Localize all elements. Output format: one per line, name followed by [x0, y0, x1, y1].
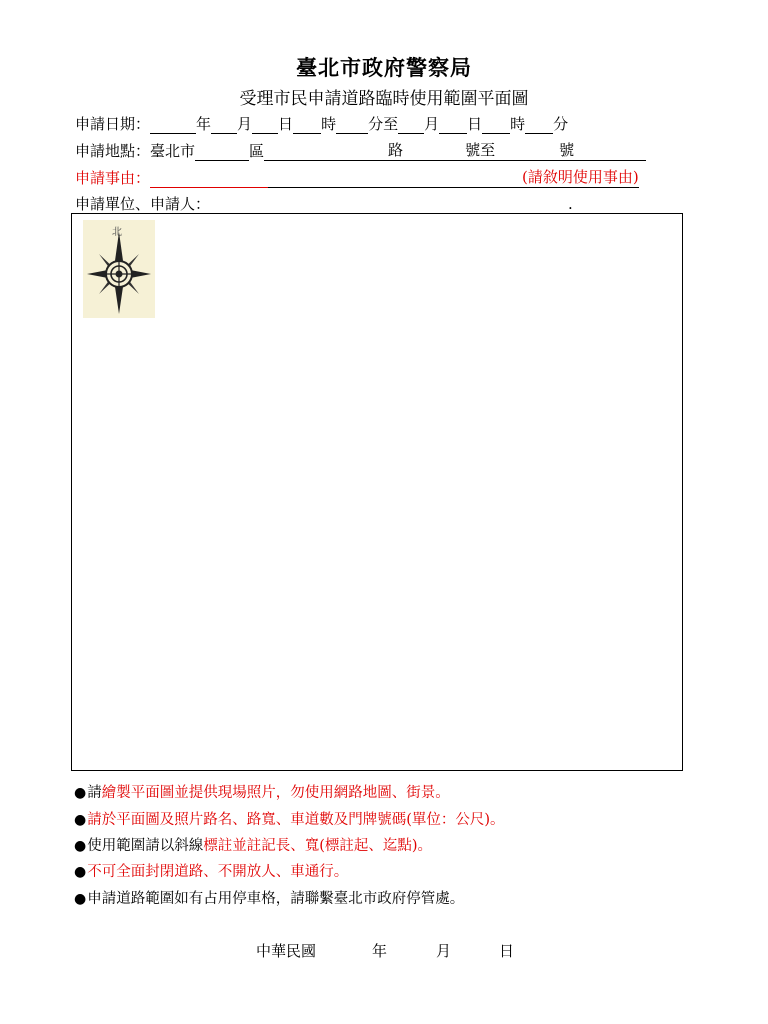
reason-field-red[interactable]: [150, 169, 268, 188]
note-2-text-red: 請於平面圖及照片路名、路寬、車道數及門牌號碼(單位：公尺)。: [87, 812, 505, 828]
applicant-row: [75, 192, 573, 214]
year-field[interactable]: [150, 115, 196, 134]
minute-field[interactable]: [336, 115, 368, 134]
date-month-unit: 月: [237, 115, 253, 133]
compass-rose-icon: [83, 220, 155, 318]
end-day-field[interactable]: [439, 115, 467, 134]
note-4-text-red: 不可全面封閉道路、不開放人、車通行。: [87, 864, 349, 880]
drawing-area[interactable]: [71, 213, 683, 771]
number-to-field[interactable]: [495, 142, 559, 161]
location-road-unit: 路: [388, 141, 404, 159]
note-5: [74, 887, 464, 907]
reason-label: 申請事由：: [75, 169, 151, 187]
note-4: [74, 860, 348, 880]
end-minute-field[interactable]: [525, 115, 553, 134]
location-number-to-unit: 號至: [465, 141, 496, 159]
date-label: 申請日期：: [75, 115, 151, 133]
location-row: [75, 139, 646, 161]
date-day-unit: 日: [278, 115, 294, 133]
road-field[interactable]: [264, 142, 388, 161]
page-title: 臺北市政府警察局: [296, 55, 472, 80]
note-1-text-red: 繪製平面圖並提供現場照片，勿使用網路地圖、街景。: [101, 785, 450, 801]
date-row: [75, 112, 568, 134]
date-hour2-unit: 時: [510, 115, 526, 133]
reason-field[interactable]: [268, 169, 522, 188]
note-1: [74, 781, 450, 801]
location-city: 臺北市: [150, 142, 196, 160]
location-trailing-line: [574, 142, 646, 161]
end-month-field[interactable]: [398, 115, 424, 134]
date-year-unit: 年: [196, 115, 212, 133]
note-3: [74, 834, 432, 854]
note-3-text-red: 標註並註記長、寬(標註起、迄點)。: [203, 838, 433, 854]
footer-month: 月: [436, 942, 452, 960]
reason-hint: (請敘明使用事由): [522, 168, 639, 186]
page-subtitle: 受理市民申請道路臨時使用範圍平面圖: [239, 89, 529, 109]
date-minute2-unit: 分: [553, 115, 569, 133]
end-hour-field[interactable]: [482, 115, 510, 134]
location-district-unit: 區: [249, 142, 265, 160]
location-label: 申請地點：: [75, 142, 151, 160]
month-field[interactable]: [211, 115, 237, 134]
note-1-bullet: ●: [74, 785, 87, 801]
hour-field[interactable]: [293, 115, 321, 134]
note-5-text-black: 申請道路範圍如有占用停車格，請聯繫臺北市政府停管處。: [87, 891, 465, 907]
date-minute-to-unit: 分至: [368, 115, 399, 133]
note-3-text-black: 使用範圍請以斜線: [87, 838, 204, 854]
district-field[interactable]: [195, 142, 249, 161]
note-1-text-black: 請: [87, 785, 102, 801]
compass: [83, 220, 155, 318]
applicant-dot: .: [568, 195, 573, 213]
date-month2-unit: 月: [424, 115, 440, 133]
reason-row: [75, 166, 639, 188]
note-2-bullet: ●: [74, 812, 87, 828]
applicant-label: 申請單位、申請人：: [75, 195, 211, 213]
compass-north-label: 北: [112, 227, 122, 238]
applicant-field[interactable]: [210, 195, 568, 214]
footer-day: 日: [499, 942, 515, 960]
footer-era: 中華民國: [256, 942, 317, 960]
date-hour-unit: 時: [321, 115, 337, 133]
day-field[interactable]: [252, 115, 278, 134]
date-day2-unit: 日: [467, 115, 483, 133]
note-4-bullet: ●: [74, 864, 87, 880]
location-number-unit: 號: [559, 141, 575, 159]
note-5-bullet: ●: [74, 891, 87, 907]
note-3-bullet: ●: [74, 838, 87, 854]
note-2: [74, 808, 505, 828]
footer-year: 年: [372, 942, 388, 960]
number-from-field[interactable]: [403, 142, 465, 161]
